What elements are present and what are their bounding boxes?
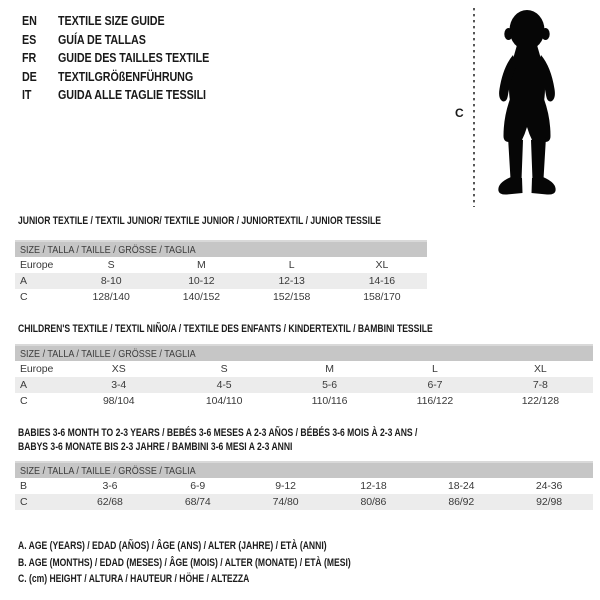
- language-title-text: GUIDA ALLE TAGLIE TESSILI: [58, 88, 206, 103]
- size-header-bar: [15, 346, 593, 361]
- language-list: [22, 12, 234, 105]
- size-header-bar: [15, 242, 427, 257]
- table-title-line: [18, 322, 593, 336]
- row-label: A: [20, 379, 27, 391]
- table-cell: 128/140: [92, 291, 130, 303]
- height-measure-label: C: [455, 106, 464, 120]
- language-title: [58, 33, 160, 47]
- table-row: [15, 393, 593, 409]
- legend-notes: [18, 536, 445, 586]
- note-line: [18, 536, 445, 553]
- table-cell: 104/110: [205, 395, 243, 407]
- language-row: [22, 31, 234, 50]
- table-cell: 68/74: [184, 496, 211, 508]
- note-text: B. AGE (MONTHS) / EDAD (MESES) / ÂGE (MOIS) / ALTER (MONATE) / ETÀ (MESI): [18, 556, 351, 569]
- row-label: Europe: [20, 259, 54, 271]
- table-cell: 7-8: [532, 379, 548, 391]
- table-cell: 4-5: [216, 379, 232, 391]
- size-table: [15, 240, 427, 305]
- table-row: [15, 361, 593, 377]
- language-row: [22, 86, 234, 105]
- language-code: [22, 33, 58, 47]
- size-header-bar: [15, 463, 593, 478]
- table-cell: 158/170: [363, 291, 401, 303]
- table-title-text: JUNIOR TEXTILE / TEXTIL JUNIOR/ TEXTILE JUNIOR / JUNIORTEXTIL / JUNIOR TESSILE: [18, 215, 381, 227]
- table-cell: 6-9: [190, 480, 206, 492]
- table-cell: 152/158: [272, 291, 311, 303]
- table-cell: 140/152: [182, 291, 220, 303]
- row-label: A: [20, 275, 27, 287]
- size-header-text: SIZE / TALLA / TAILLE / GRÖSSE / TAGLIA: [20, 347, 196, 360]
- table-cell: XL: [375, 259, 389, 271]
- language-title-text: TEXTILGRÖßENFÜHRUNG: [58, 69, 194, 84]
- language-row: [22, 12, 234, 31]
- baby-silhouette-icon: [481, 7, 573, 207]
- table-cell: 9-12: [275, 480, 296, 492]
- language-code: [22, 14, 58, 28]
- table-cell: L: [432, 363, 438, 375]
- table-cell: 122/128: [521, 395, 559, 407]
- table-title-text: CHILDREN'S TEXTILE / TEXTIL NIÑO/A / TEXTILE DES ENFANTS / KINDERTEXTIL / BAMBINI TESSILE: [18, 323, 433, 335]
- language-title: [58, 14, 182, 28]
- table-title-text: BABYS 3-6 MONATE BIS 2-3 JAHRE / BAMBINI 3-6 MESI A 2-3 ANNI: [18, 441, 293, 453]
- row-label: C: [20, 395, 28, 407]
- language-code: [22, 70, 58, 84]
- language-code-text: DE: [22, 69, 37, 84]
- table-cell: 74/80: [272, 496, 299, 508]
- row-label: C: [20, 291, 28, 303]
- table-row: [15, 257, 427, 273]
- table-cell: 12-18: [360, 480, 387, 492]
- table-cell: M: [325, 363, 334, 375]
- size-header-text: SIZE / TALLA / TAILLE / GRÖSSE / TAGLIA: [20, 464, 196, 477]
- row-label: C: [20, 496, 28, 508]
- childrens-textile-table: [15, 322, 593, 409]
- language-title: [58, 51, 234, 65]
- height-measure-dashed-line: [472, 8, 476, 207]
- language-code-text: IT: [22, 88, 32, 103]
- table-title: [15, 214, 427, 228]
- table-row: [15, 289, 427, 305]
- language-code: [22, 51, 58, 65]
- table-cell: XL: [534, 363, 547, 375]
- table-cell: M: [197, 259, 206, 271]
- table-row: [15, 273, 427, 289]
- table-cell: 3-4: [111, 379, 127, 391]
- table-cell: 116/122: [416, 395, 454, 407]
- table-cell: 86/92: [448, 496, 475, 508]
- table-cell: XS: [111, 363, 126, 375]
- table-row: [15, 377, 593, 393]
- row-label: Europe: [20, 363, 54, 375]
- table-cell: 98/104: [102, 395, 135, 407]
- table-cell: 24-36: [535, 480, 563, 492]
- note-text: C. (cm) HEIGHT / ALTURA / HAUTEUR / HÖHE / ALTEZZA: [18, 573, 250, 585]
- table-cell: 62/68: [97, 496, 123, 508]
- row-label: B: [20, 480, 27, 492]
- babies-textile-table: [15, 426, 593, 510]
- language-title-text: GUIDE DES TAILLES TEXTILE: [58, 51, 210, 66]
- table-title: [15, 426, 593, 454]
- language-title-text: TEXTILE SIZE GUIDE: [58, 14, 165, 29]
- language-code-text: EN: [22, 14, 37, 29]
- table-cell: 92/98: [536, 496, 562, 508]
- language-code-text: ES: [22, 32, 37, 47]
- note-line: [18, 569, 445, 586]
- size-table: [15, 344, 593, 409]
- language-title: [58, 88, 230, 102]
- table-cell: 8-10: [100, 275, 122, 287]
- table-cell: 5-6: [322, 379, 337, 391]
- table-cell: S: [107, 259, 115, 271]
- size-header-text: SIZE / TALLA / TAILLE / GRÖSSE / TAGLIA: [20, 243, 196, 256]
- language-title-text: GUÍA DE TALLAS: [58, 32, 146, 47]
- table-cell: L: [288, 259, 295, 271]
- note-line: [18, 553, 445, 570]
- table-cell: 14-16: [368, 275, 396, 287]
- table-cell: 12-13: [278, 275, 305, 287]
- language-row: [22, 49, 234, 68]
- table-row: [15, 494, 593, 510]
- table-title-line: [18, 440, 593, 454]
- table-title: [15, 322, 593, 336]
- junior-textile-table: [15, 214, 427, 305]
- language-row: [22, 68, 234, 87]
- table-title-line: [18, 214, 427, 228]
- table-title-line: [18, 426, 593, 440]
- table-row: [15, 478, 593, 494]
- table-cell: 10-12: [188, 275, 215, 287]
- note-text: A. AGE (YEARS) / EDAD (AÑOS) / ÂGE (ANS) / ALTER (JAHRE) / ETÀ (ANNI): [18, 540, 327, 552]
- table-cell: 18-24: [448, 480, 475, 492]
- table-cell: S: [220, 363, 228, 375]
- table-cell: 110/116: [311, 395, 348, 407]
- table-cell: 6-7: [427, 379, 443, 391]
- language-code-text: FR: [22, 51, 37, 66]
- table-cell: 3-6: [102, 480, 118, 492]
- language-code: [22, 88, 58, 102]
- language-title: [58, 70, 215, 84]
- table-cell: 80/86: [360, 496, 387, 508]
- table-title-text: BABIES 3-6 MONTH TO 2-3 YEARS / BEBÉS 3-6 MESES A 2-3 AÑOS / BÉBÉS 3-6 MOIS À 2-3 ANS /: [18, 427, 418, 439]
- size-table: [15, 461, 593, 510]
